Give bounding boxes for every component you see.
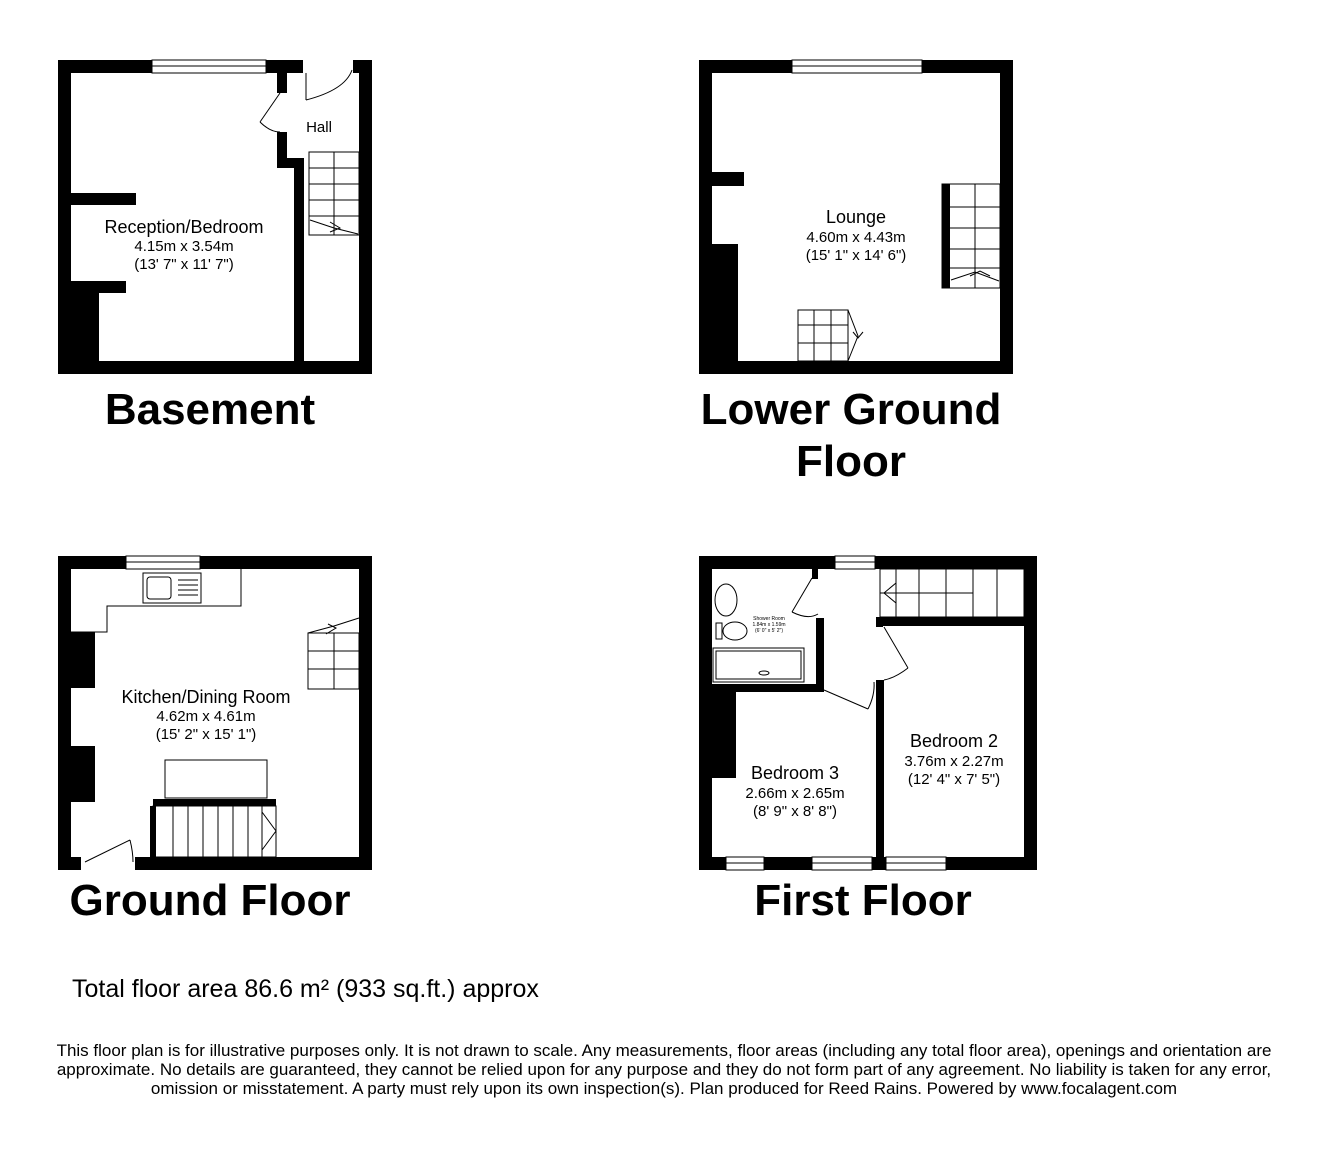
floor-title: Basement (104, 385, 316, 434)
room-dimension-imperial: (12' 4" x 7' 5") (907, 771, 1001, 788)
room-name: Lounge (825, 207, 887, 227)
total-floor-area: Total floor area 86.6 m² (933 sq.ft.) approx (72, 975, 539, 1003)
floor-title-line: Lower Ground (700, 385, 1002, 434)
first-floor-plan (699, 556, 1037, 925)
room-dimension-metric: 4.60m x 4.43m (806, 229, 906, 246)
room-name: Hall (306, 119, 332, 136)
room-dimension-metric: 1.84m x 1.59m (752, 622, 786, 628)
floor-title: First Floor (754, 876, 972, 925)
room-dimension-imperial: (13' 7" x 11' 7") (134, 256, 234, 273)
basement-plan (58, 60, 372, 434)
room-dimension-imperial: (15' 1" x 14' 6") (805, 247, 907, 264)
room-dimension-imperial: (8' 9" x 8' 8") (753, 803, 837, 820)
window (152, 60, 266, 73)
window (126, 556, 200, 569)
room-dimension-metric: 2.66m x 2.65m (745, 785, 845, 802)
room-dimension-metric: 4.62m x 4.61m (156, 708, 256, 725)
room-dimension-imperial: (15' 2" x 15' 1") (155, 726, 257, 743)
floor-title: Ground Floor (69, 876, 351, 925)
window (792, 60, 922, 73)
room-name: Shower Room (753, 616, 785, 622)
window (835, 556, 875, 569)
window (886, 857, 946, 870)
disclaimer-text: This floor plan is for illustrative purposes only. It is not drawn to scale. Any measurements, floor areas (including any total floor area), openings and orientation are approximate. No details are guaranteed, they cannot be relied upon for any purpose and they do not form part of any agreement. No liability is taken for any error, omission or misstatement. A party must rely upon its own inspection(s). Plan produced for Reed Rains. Powered by www.focalagent.com (56, 1041, 1272, 1098)
room-dimension-metric: 4.15m x 3.54m (134, 238, 234, 255)
window (812, 857, 872, 870)
room-dimension-imperial: (6' 0" x 5' 2") (755, 628, 783, 634)
room-name: Kitchen/Dining Room (121, 687, 291, 707)
room-name: Bedroom 3 (750, 763, 840, 783)
room-name: Reception/Bedroom (104, 217, 264, 237)
floor-title-line: Floor (796, 437, 906, 486)
room-name: Bedroom 2 (909, 731, 999, 751)
room-dimension-metric: 3.76m x 2.27m (904, 753, 1004, 770)
lower-ground-plan (699, 60, 1013, 486)
staircase (942, 184, 1000, 288)
window (726, 857, 764, 870)
ground-floor-plan (58, 556, 372, 925)
